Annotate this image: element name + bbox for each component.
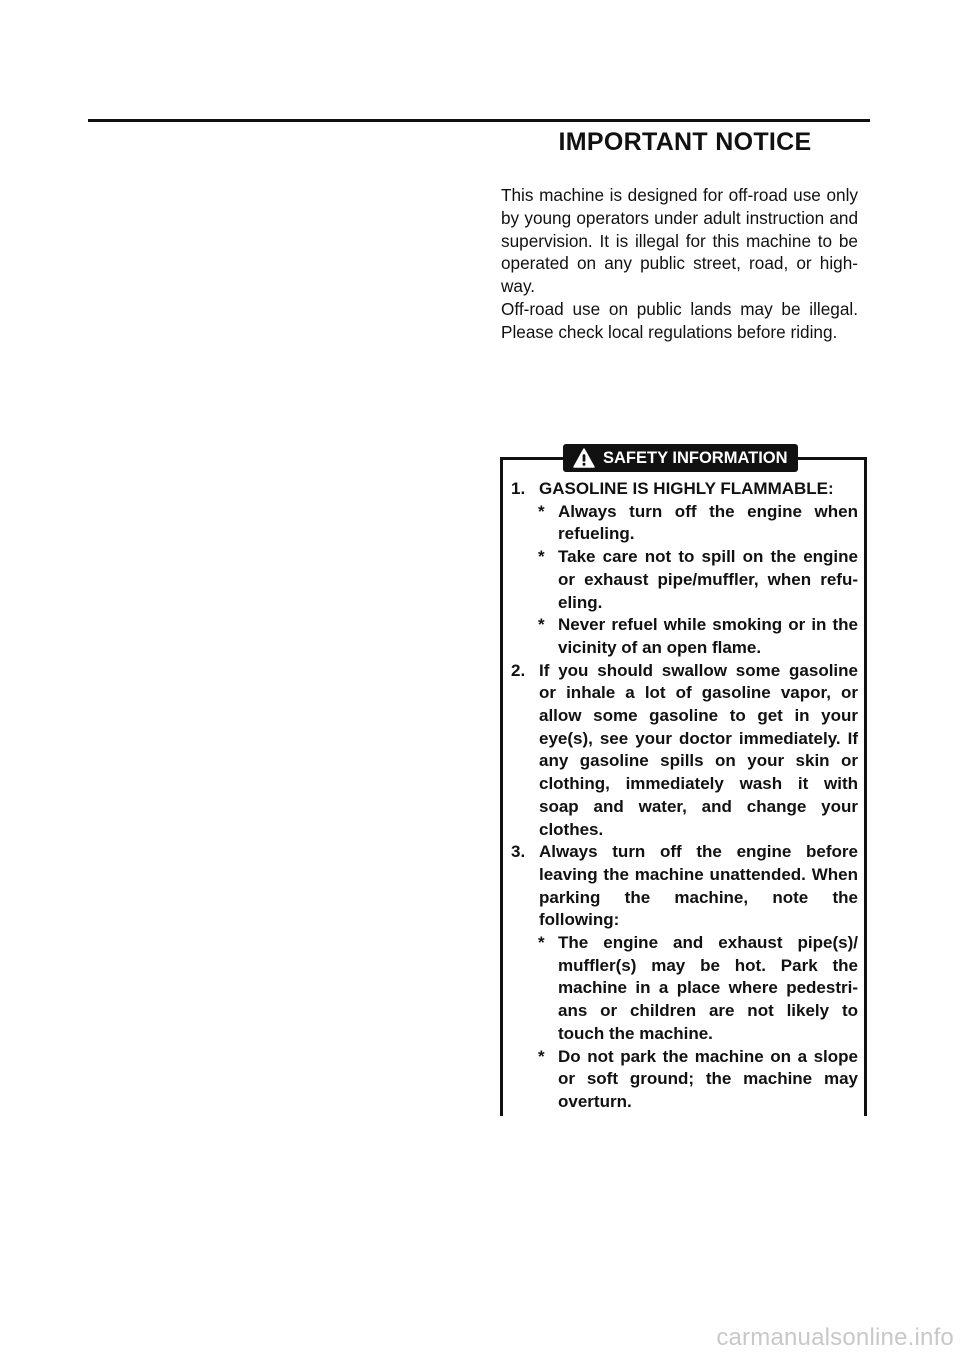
subitem-bullet: * — [538, 615, 545, 635]
item-number: 1. — [511, 479, 526, 498]
intro-paragraph: Off-road use on public lands may be illegal. Please check local regulations before riding. — [501, 298, 858, 342]
header-rule — [88, 119, 870, 122]
subitem-bullet: * — [538, 547, 545, 567]
subitem-text: The engine and exhaust pipe(s)/ muffler(s) may be hot. Park the machine in a place where pedestri-ans or children are not likely to touch the machine. — [558, 933, 858, 1043]
subitem-bullet: * — [538, 1046, 545, 1066]
item-text: Always turn off the engine before leaving the machine unattended. When parking the machine, note the following: — [539, 842, 858, 930]
safety-subitem — [511, 501, 858, 546]
item-number: 3. — [511, 842, 526, 862]
intro-text — [501, 184, 858, 344]
subitem-text: Do not park the machine on a slope or soft ground; the machine may overturn. — [558, 1046, 858, 1111]
warning-triangle-icon — [573, 448, 595, 468]
subitem-text: Always turn off the engine when refueling. — [558, 501, 858, 544]
safety-subitem — [511, 932, 858, 1046]
subitem-text: Take care not to spill on the engine or exhaust pipe/muffler, when refu-eling. — [558, 547, 858, 612]
safety-item — [511, 841, 858, 932]
watermark-text: carmanualsonline.info — [716, 1324, 954, 1351]
safety-subitem — [511, 1046, 858, 1114]
intro-paragraph: This machine is designed for off-road use only by young operators under adult instruction and supervision. It is illegal for this machine to be operated on any public street, road, or high-way. — [501, 185, 858, 297]
subitem-bullet: * — [538, 933, 545, 953]
safety-item — [511, 478, 858, 501]
safety-list — [511, 478, 858, 1114]
item-number: 2. — [511, 660, 526, 680]
subitem-text: Never refuel while smoking or in the vicinity of an open flame. — [558, 615, 858, 657]
subitem-bullet: * — [538, 501, 545, 521]
safety-banner-label: SAFETY INFORMATION — [603, 448, 788, 467]
safety-information-banner — [563, 444, 798, 472]
item-text: GASOLINE IS HIGHLY FLAMMABLE: — [539, 479, 834, 498]
safety-subitem — [511, 614, 858, 659]
page-title: IMPORTANT NOTICE — [558, 128, 812, 156]
safety-subitem — [511, 546, 858, 614]
item-text: If you should swallow some gasoline or inhale a lot of gasoline vapor, or allow some gasoline to get in your eye(s), see your doctor immediately. If any gasoline spills on your skin or clothing, immediately wash it with soap and water, and change your clothes. — [539, 660, 858, 839]
safety-item — [511, 660, 858, 842]
